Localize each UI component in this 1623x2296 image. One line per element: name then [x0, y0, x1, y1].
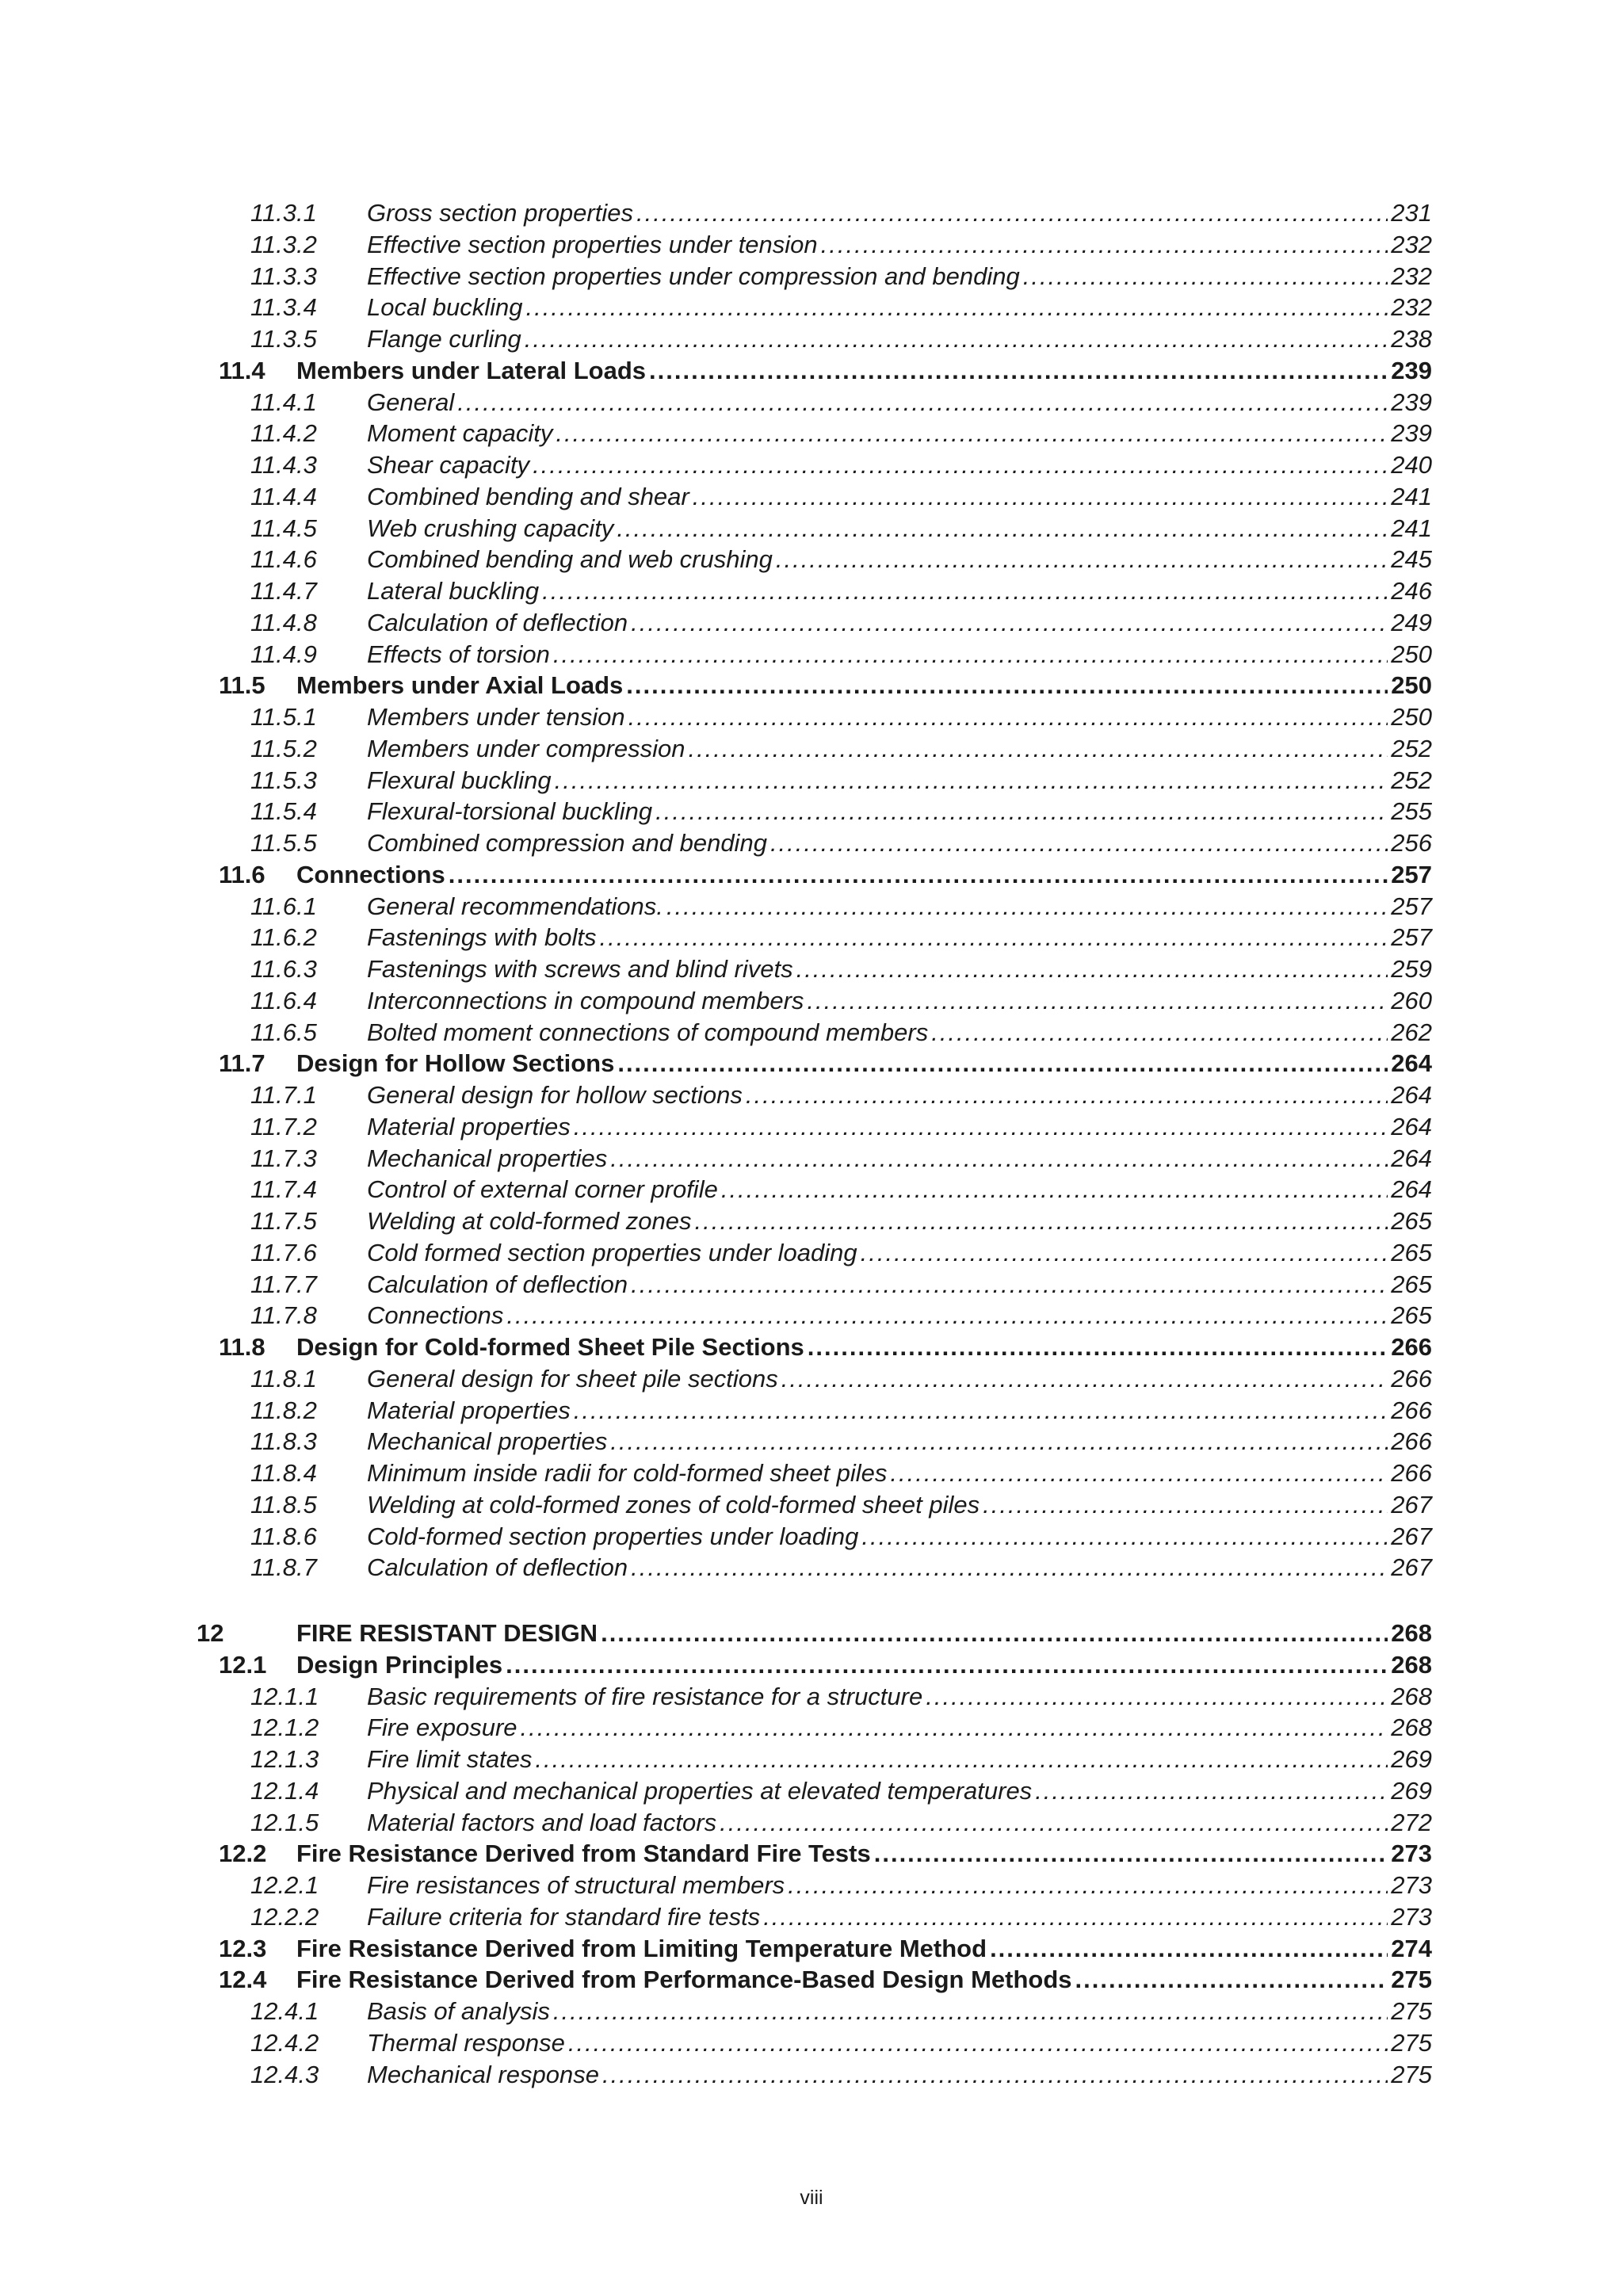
- toc-entry-page: 256: [1391, 829, 1432, 857]
- toc-entry-sub[interactable]: [0, 1996, 1432, 2027]
- toc-entry-page: 275: [1391, 2060, 1432, 2088]
- toc-entry-title: Fire Resistance Derived from Standard Fire Tests: [296, 1839, 871, 1868]
- toc-entry-sub[interactable]: [0, 575, 1432, 607]
- toc-entry-number: 11.3.2: [250, 230, 317, 258]
- toc-entry-sect[interactable]: [0, 670, 1432, 701]
- toc-entry-title: Material properties: [367, 1112, 571, 1140]
- toc-entry-sub[interactable]: [0, 607, 1432, 639]
- dot-leader: [617, 513, 1388, 544]
- dot-leader: [521, 1712, 1388, 1744]
- dot-leader: [861, 1521, 1388, 1553]
- toc-entry-title: Effective section properties under compression and bending: [367, 262, 1020, 290]
- toc-entry-page: 239: [1391, 356, 1432, 384]
- toc-entry-sub[interactable]: [0, 922, 1432, 953]
- toc-entry-sub[interactable]: [0, 1521, 1432, 1553]
- toc-entry-number: 12: [197, 1619, 224, 1647]
- toc-entry-page: 231: [1391, 199, 1432, 227]
- toc-entry-number: 11.7.8: [250, 1301, 317, 1330]
- toc-entry-page: 268: [1391, 1713, 1432, 1742]
- dot-leader: [990, 1933, 1388, 1965]
- toc-entry-number: 11.8.7: [250, 1553, 317, 1582]
- toc-entry-number: 12.1.2: [250, 1713, 319, 1742]
- toc-entry-page: 264: [1391, 1049, 1432, 1078]
- toc-entry-number: 11.4.2: [250, 419, 317, 448]
- toc-entry-title: General: [367, 388, 455, 416]
- toc-entry-title: Combined compression and bending: [367, 829, 767, 857]
- toc-entry-sub[interactable]: [0, 1395, 1432, 1427]
- dot-leader: [931, 1017, 1388, 1049]
- dot-leader: [926, 1681, 1388, 1713]
- toc-entry-title: Flexural buckling: [367, 766, 552, 794]
- toc-entry-number: 12.4: [219, 1966, 267, 1994]
- dot-leader: [555, 765, 1388, 797]
- dot-leader: [631, 1269, 1388, 1301]
- toc-entry-title: Combined bending and shear: [367, 482, 689, 510]
- toc-entry-sub[interactable]: [0, 2059, 1432, 2091]
- dot-leader: [506, 1300, 1388, 1331]
- toc-entry-page: 275: [1391, 1997, 1432, 2025]
- dot-leader: [574, 1111, 1388, 1143]
- toc-entry-page: 241: [1391, 482, 1432, 510]
- toc-entry-title: Moment capacity: [367, 419, 553, 448]
- dot-leader: [695, 1205, 1388, 1237]
- toc-entry-title: Effects of torsion: [367, 640, 550, 668]
- toc-entry-number: 11.4.3: [250, 451, 317, 479]
- toc-entry-sub[interactable]: [0, 796, 1432, 827]
- toc-entry-number: 11.5.3: [250, 766, 317, 794]
- toc-entry-page: 273: [1391, 1902, 1432, 1931]
- toc-entry-page: 273: [1391, 1839, 1432, 1868]
- toc-entry-number: 11.8: [219, 1333, 265, 1361]
- dot-leader: [610, 1426, 1388, 1457]
- toc-entry-sub[interactable]: [0, 1870, 1432, 1901]
- dot-leader: [617, 1048, 1388, 1079]
- dot-leader: [720, 1807, 1388, 1839]
- dot-leader: [449, 859, 1388, 891]
- toc-entry-sect[interactable]: [0, 1331, 1432, 1363]
- toc-entry-number: 11.4.9: [250, 640, 317, 668]
- toc-entry-page: 267: [1391, 1553, 1432, 1582]
- toc-entry-chap[interactable]: [0, 1618, 1432, 1649]
- toc-entry-number: 11.7.5: [250, 1207, 317, 1235]
- toc-entry-number: 11.5: [219, 671, 265, 700]
- toc-entry-sub[interactable]: [0, 1300, 1432, 1331]
- toc-entry-number: 11.4.5: [250, 514, 317, 542]
- dot-leader: [542, 575, 1388, 607]
- page-number: viii: [800, 2187, 823, 2209]
- toc-entry-number: 11.7: [219, 1049, 265, 1078]
- toc-entry-number: 11.6.4: [250, 986, 317, 1014]
- toc-entry-page: 264: [1391, 1144, 1432, 1172]
- toc-entry-number: 12.4.2: [250, 2028, 319, 2057]
- toc-entry-title: Fire exposure: [367, 1713, 517, 1742]
- toc-entry-page: 262: [1391, 1018, 1432, 1046]
- toc-entry-page: 274: [1391, 1934, 1432, 1962]
- toc-entry-page: 272: [1391, 1808, 1432, 1836]
- toc-entry-page: 250: [1391, 703, 1432, 731]
- toc-entry-page: 238: [1391, 325, 1432, 353]
- dot-leader: [1023, 261, 1388, 292]
- toc-entry-page: 269: [1391, 1776, 1432, 1805]
- toc-entry-page: 239: [1391, 419, 1432, 448]
- toc-entry-page: 268: [1391, 1619, 1432, 1647]
- toc-entry-page: 268: [1391, 1682, 1432, 1710]
- toc-entry-number: 12.2: [219, 1839, 267, 1868]
- toc-entry-number: 12.2.2: [250, 1902, 319, 1931]
- toc-entry-number: 11.3.1: [250, 199, 317, 227]
- dot-leader: [601, 1618, 1388, 1649]
- toc-entry-page: 266: [1391, 1364, 1432, 1392]
- dot-leader: [1075, 1964, 1388, 1996]
- toc-entry-title: Basis of analysis: [367, 1997, 550, 2025]
- toc-entry-page: 257: [1391, 892, 1432, 920]
- toc-entry-title: Welding at cold-formed zones: [367, 1207, 692, 1235]
- toc-entry-title: Members under Lateral Loads: [296, 356, 647, 384]
- toc-entry-sub[interactable]: [0, 1237, 1432, 1269]
- toc-entry-sub[interactable]: [0, 827, 1432, 859]
- dot-leader: [770, 827, 1388, 859]
- toc-entry-sub[interactable]: [0, 1807, 1432, 1839]
- toc-entry-title: Members under compression: [367, 734, 685, 762]
- toc-entry-number: 12.3: [219, 1934, 267, 1962]
- toc-entry-number: 11.6.1: [250, 892, 317, 920]
- toc-entry-page: 266: [1391, 1396, 1432, 1424]
- toc-entry-title: Failure criteria for standard fire tests: [367, 1902, 761, 1931]
- toc-entry-title: Control of external corner profile: [367, 1175, 718, 1204]
- toc-entry-sub[interactable]: [0, 1489, 1432, 1521]
- toc-entry-number: 11.7.1: [250, 1081, 317, 1109]
- toc-entry-title: Mechanical response: [367, 2060, 599, 2088]
- dot-leader: [631, 1552, 1388, 1584]
- dot-leader: [1035, 1775, 1388, 1807]
- toc-entry-number: 11.3.3: [250, 262, 317, 290]
- toc-entry-number: 11.7.3: [250, 1144, 317, 1172]
- toc-entry-number: 12.1.4: [250, 1776, 319, 1805]
- toc-entry-page: 266: [1391, 1333, 1432, 1361]
- toc-entry-sub[interactable]: [0, 985, 1432, 1017]
- toc-entry-number: 11.8.6: [250, 1522, 317, 1550]
- dot-leader: [636, 197, 1388, 229]
- toc-entry-number: 11.6: [219, 860, 265, 888]
- toc-entry-number: 11.4.1: [250, 388, 317, 416]
- toc-entry-number: 12.2.1: [250, 1871, 319, 1899]
- dot-leader: [626, 670, 1388, 701]
- toc-entry-number: 11.7.2: [250, 1112, 317, 1140]
- toc-entry-sub[interactable]: [0, 1681, 1432, 1713]
- dot-leader: [535, 1744, 1388, 1775]
- toc-entry-title: General design for hollow sections: [367, 1081, 743, 1109]
- dot-leader: [781, 1363, 1388, 1395]
- dot-leader: [553, 1996, 1388, 2027]
- toc-entry-number: 11.4: [219, 356, 265, 384]
- toc-entry-number: 11.4.7: [250, 577, 317, 605]
- dot-leader: [666, 891, 1388, 923]
- toc-entry-sub[interactable]: [0, 2027, 1432, 2059]
- toc-entry-page: 232: [1391, 230, 1432, 258]
- toc-entry-page: 267: [1391, 1490, 1432, 1519]
- toc-entry-number: 11.6.5: [250, 1018, 317, 1046]
- toc-entry-title: Cold formed section properties under loading: [367, 1238, 857, 1266]
- dot-leader: [655, 796, 1388, 827]
- toc-entry-page: 266: [1391, 1459, 1432, 1487]
- dot-leader: [631, 607, 1388, 639]
- toc-entry-page: 250: [1391, 640, 1432, 668]
- toc-entry-sub[interactable]: [0, 1269, 1432, 1301]
- toc-entry-title: Mechanical properties: [367, 1427, 608, 1456]
- dot-leader: [890, 1457, 1388, 1489]
- toc-entry-number: 11.8.2: [250, 1396, 317, 1424]
- toc-entry-page: 257: [1391, 860, 1432, 888]
- toc-entry-page: 265: [1391, 1301, 1432, 1330]
- toc-entry-sub[interactable]: [0, 481, 1432, 513]
- toc-entry-number: 11.5.1: [250, 703, 317, 731]
- toc-entry-page: 265: [1391, 1207, 1432, 1235]
- toc-entry-title: Cold-formed section properties under loading: [367, 1522, 859, 1550]
- toc-entry-title: Fire Resistance Derived from Limiting Temperature Method: [296, 1934, 987, 1962]
- dot-leader: [788, 1870, 1388, 1901]
- dot-leader: [721, 1174, 1388, 1205]
- toc-entry-number: 12.4.3: [250, 2060, 319, 2088]
- dot-leader: [628, 701, 1388, 733]
- toc-entry-title: Material factors and load factors: [367, 1808, 717, 1836]
- toc-entry-number: 11.4.4: [250, 482, 317, 510]
- toc-entry-sub[interactable]: [0, 891, 1432, 923]
- toc-entry-number: 11.8.4: [250, 1459, 317, 1487]
- dot-leader: [821, 229, 1388, 261]
- toc-entry-title: Lateral buckling: [367, 577, 540, 605]
- toc-entry-title: Minimum inside radii for cold-formed sheet piles: [367, 1459, 888, 1487]
- toc-entry-sub[interactable]: [0, 1363, 1432, 1395]
- toc-entry-page: 239: [1391, 388, 1432, 416]
- toc-entry-title: Fire Resistance Derived from Performance-Based Design Methods: [296, 1966, 1072, 1994]
- toc-entry-title: Interconnections in compound members: [367, 986, 804, 1014]
- toc-entry-number: 11.7.6: [250, 1238, 317, 1266]
- dot-leader: [983, 1489, 1388, 1521]
- dot-leader: [506, 1649, 1388, 1681]
- dot-leader: [693, 481, 1388, 513]
- toc-entry-title: Design Principles: [296, 1650, 503, 1679]
- dot-leader: [808, 1331, 1388, 1363]
- dot-leader: [599, 922, 1388, 953]
- toc-entry-title: Effective section properties under tension: [367, 230, 818, 258]
- toc-entry-title: Mechanical properties: [367, 1144, 608, 1172]
- dot-leader: [556, 418, 1388, 449]
- toc-entry-number: 12.1.1: [250, 1682, 319, 1710]
- toc-entry-page: 273: [1391, 1871, 1432, 1899]
- toc-entry-sub[interactable]: [0, 1744, 1432, 1775]
- dot-leader: [525, 292, 1388, 323]
- toc-entry-sub[interactable]: [0, 701, 1432, 733]
- toc-entry-number: 11.8.5: [250, 1490, 317, 1519]
- toc-entry-sub[interactable]: [0, 1111, 1432, 1143]
- toc-entry-sub[interactable]: [0, 1143, 1432, 1175]
- dot-leader: [861, 1237, 1388, 1269]
- toc-entry-page: 255: [1391, 797, 1432, 826]
- toc-entry-sub[interactable]: [0, 1079, 1432, 1111]
- toc-entry-sub[interactable]: [0, 1457, 1432, 1489]
- toc-entry-number: 11.8.3: [250, 1427, 317, 1456]
- toc-entry-sub[interactable]: [0, 1552, 1432, 1584]
- toc-entry-sect[interactable]: [0, 1933, 1432, 1965]
- toc-entry-number: 11.6.3: [250, 955, 317, 983]
- toc-entry-page: 268: [1391, 1650, 1432, 1679]
- toc-entry-sub[interactable]: [0, 418, 1432, 449]
- toc-entry-page: 249: [1391, 608, 1432, 636]
- toc-entry-sub[interactable]: [0, 1775, 1432, 1807]
- dot-leader: [533, 449, 1388, 481]
- toc-entry-sect[interactable]: [0, 1048, 1432, 1079]
- toc-entry-title: Members under Axial Loads: [296, 671, 624, 700]
- toc-entry-title: Fire limit states: [367, 1745, 533, 1773]
- toc-entry-title: Fastenings with screws and blind rivets: [367, 955, 793, 983]
- toc-entry-title: General design for sheet pile sections: [367, 1364, 778, 1392]
- toc-entry-sub[interactable]: [0, 513, 1432, 544]
- toc-entry-page: 241: [1391, 514, 1432, 542]
- toc-entry-title: Physical and mechanical properties at elevated temperatures: [367, 1776, 1033, 1805]
- toc-entry-page: 245: [1391, 545, 1432, 574]
- toc-entry-page: 259: [1391, 955, 1432, 983]
- dot-leader: [457, 387, 1388, 418]
- toc-entry-title: Gross section properties: [367, 199, 633, 227]
- toc-entry-number: 11.5.4: [250, 797, 317, 826]
- toc-entry-page: 246: [1391, 577, 1432, 605]
- toc-entry-title: Fire resistances of structural members: [367, 1871, 785, 1899]
- dot-leader: [688, 733, 1388, 765]
- toc-entry-title: Basic requirements of fire resistance for a structure: [367, 1682, 923, 1710]
- toc-entry-sub[interactable]: [0, 953, 1432, 985]
- toc-entry-title: Welding at cold-formed zones of cold-formed sheet piles: [367, 1490, 980, 1519]
- toc-entry-title: FIRE RESISTANT DESIGN: [296, 1619, 598, 1647]
- toc-entry-title: Connections: [367, 1301, 504, 1330]
- toc-entry-page: 252: [1391, 734, 1432, 762]
- toc-entry-sub[interactable]: [0, 1901, 1432, 1933]
- toc-entry-sub[interactable]: [0, 1174, 1432, 1205]
- toc-entry-number: 11.6.2: [250, 923, 317, 952]
- dot-leader: [553, 639, 1388, 670]
- toc-entry-page: 266: [1391, 1427, 1432, 1456]
- toc-entry-page: 265: [1391, 1238, 1432, 1266]
- toc-entry-page: 275: [1391, 2028, 1432, 2057]
- toc-entry-page: 250: [1391, 671, 1432, 700]
- toc-entry-sect[interactable]: [0, 1649, 1432, 1681]
- toc-entry-page: 264: [1391, 1081, 1432, 1109]
- dot-leader: [574, 1395, 1388, 1427]
- toc-entry-number: 12.1.5: [250, 1808, 319, 1836]
- toc-entry-page: 267: [1391, 1522, 1432, 1550]
- toc-entry-sub[interactable]: [0, 765, 1432, 797]
- dot-leader: [796, 953, 1388, 985]
- dot-leader: [610, 1143, 1388, 1175]
- toc-entry-title: Members under tension: [367, 703, 625, 731]
- toc-entry-sub[interactable]: [0, 261, 1432, 292]
- toc-entry-number: 12.4.1: [250, 1997, 319, 2025]
- toc-entry-sub[interactable]: [0, 323, 1432, 355]
- toc-entry-sect[interactable]: [0, 1838, 1432, 1870]
- toc-entry-title: Design for Hollow Sections: [296, 1049, 615, 1078]
- toc-entry-title: Calculation of deflection: [367, 1270, 628, 1298]
- dot-leader: [807, 985, 1388, 1017]
- dot-leader: [525, 323, 1388, 355]
- toc-entry-sub[interactable]: [0, 639, 1432, 670]
- toc-entry-title: Design for Cold-formed Sheet Pile Sections: [296, 1333, 804, 1361]
- toc-entry-title: Fastenings with bolts: [367, 923, 597, 952]
- toc-entry-title: Connections: [296, 860, 445, 888]
- toc-entry-sub[interactable]: [0, 544, 1432, 575]
- dot-leader: [568, 2027, 1388, 2059]
- toc-entry-sub[interactable]: [0, 229, 1432, 261]
- toc-entry-page: 269: [1391, 1745, 1432, 1773]
- dot-leader: [649, 355, 1388, 387]
- toc-entry-number: 11.8.1: [250, 1364, 317, 1392]
- toc-entry-number: 11.4.6: [250, 545, 317, 574]
- toc-entry-number: 11.3.4: [250, 293, 317, 322]
- toc-entry-sub[interactable]: [0, 1017, 1432, 1049]
- toc-entry-number: 11.7.7: [250, 1270, 317, 1298]
- dot-leader: [874, 1838, 1388, 1870]
- toc-entry-page: 232: [1391, 262, 1432, 290]
- toc-entry-sect[interactable]: [0, 1964, 1432, 1996]
- dot-leader: [746, 1079, 1388, 1111]
- dot-leader: [763, 1901, 1388, 1933]
- toc-entry-title: General recommendations.: [367, 892, 663, 920]
- toc-entry-page: 265: [1391, 1270, 1432, 1298]
- toc-entry-page: 264: [1391, 1175, 1432, 1204]
- toc-entry-page: 257: [1391, 923, 1432, 952]
- toc-entry-number: 11.4.8: [250, 608, 317, 636]
- toc-entry-number: 12.1.3: [250, 1745, 319, 1773]
- dot-leader: [776, 544, 1388, 575]
- toc-entry-page: 275: [1391, 1966, 1432, 1994]
- toc-entry-sub[interactable]: [0, 1426, 1432, 1457]
- toc-entry-title: Flange curling: [367, 325, 521, 353]
- toc-entry-page: 232: [1391, 293, 1432, 322]
- toc-entry-sub[interactable]: [0, 449, 1432, 481]
- toc-entry-number: 11.5.5: [250, 829, 317, 857]
- toc-entry-title: Local buckling: [367, 293, 523, 322]
- toc-entry-title: Material properties: [367, 1396, 571, 1424]
- toc-entry-number: 11.5.2: [250, 734, 317, 762]
- toc-entry-sub[interactable]: [0, 292, 1432, 323]
- toc-entry-title: Bolted moment connections of compound members: [367, 1018, 929, 1046]
- toc-entry-title: Flexural-torsional buckling: [367, 797, 653, 826]
- toc-entry-title: Web crushing capacity: [367, 514, 614, 542]
- toc-entry-sub[interactable]: [0, 1205, 1432, 1237]
- toc-entry-title: Calculation of deflection: [367, 1553, 628, 1582]
- toc-entry-title: Calculation of deflection: [367, 608, 628, 636]
- toc-entry-sub[interactable]: [0, 733, 1432, 765]
- toc-entry-title: Thermal response: [367, 2028, 565, 2057]
- toc-entry-page: 260: [1391, 986, 1432, 1014]
- toc-entry-page: 252: [1391, 766, 1432, 794]
- toc-entry-title: Combined bending and web crushing: [367, 545, 773, 574]
- toc-entry-number: 12.1: [219, 1650, 267, 1679]
- toc-entry-sub[interactable]: [0, 197, 1432, 229]
- toc-entry-sub[interactable]: [0, 387, 1432, 418]
- toc-entry-sub[interactable]: [0, 1712, 1432, 1744]
- toc-entry-title: Shear capacity: [367, 451, 530, 479]
- toc-entry-number: 11.3.5: [250, 325, 317, 353]
- toc-entry-sect[interactable]: [0, 859, 1432, 891]
- toc-entry-number: 11.7.4: [250, 1175, 317, 1204]
- toc-entry-sect[interactable]: [0, 355, 1432, 387]
- toc-entry-page: 264: [1391, 1112, 1432, 1140]
- dot-leader: [602, 2059, 1388, 2091]
- toc-entry-page: 240: [1391, 451, 1432, 479]
